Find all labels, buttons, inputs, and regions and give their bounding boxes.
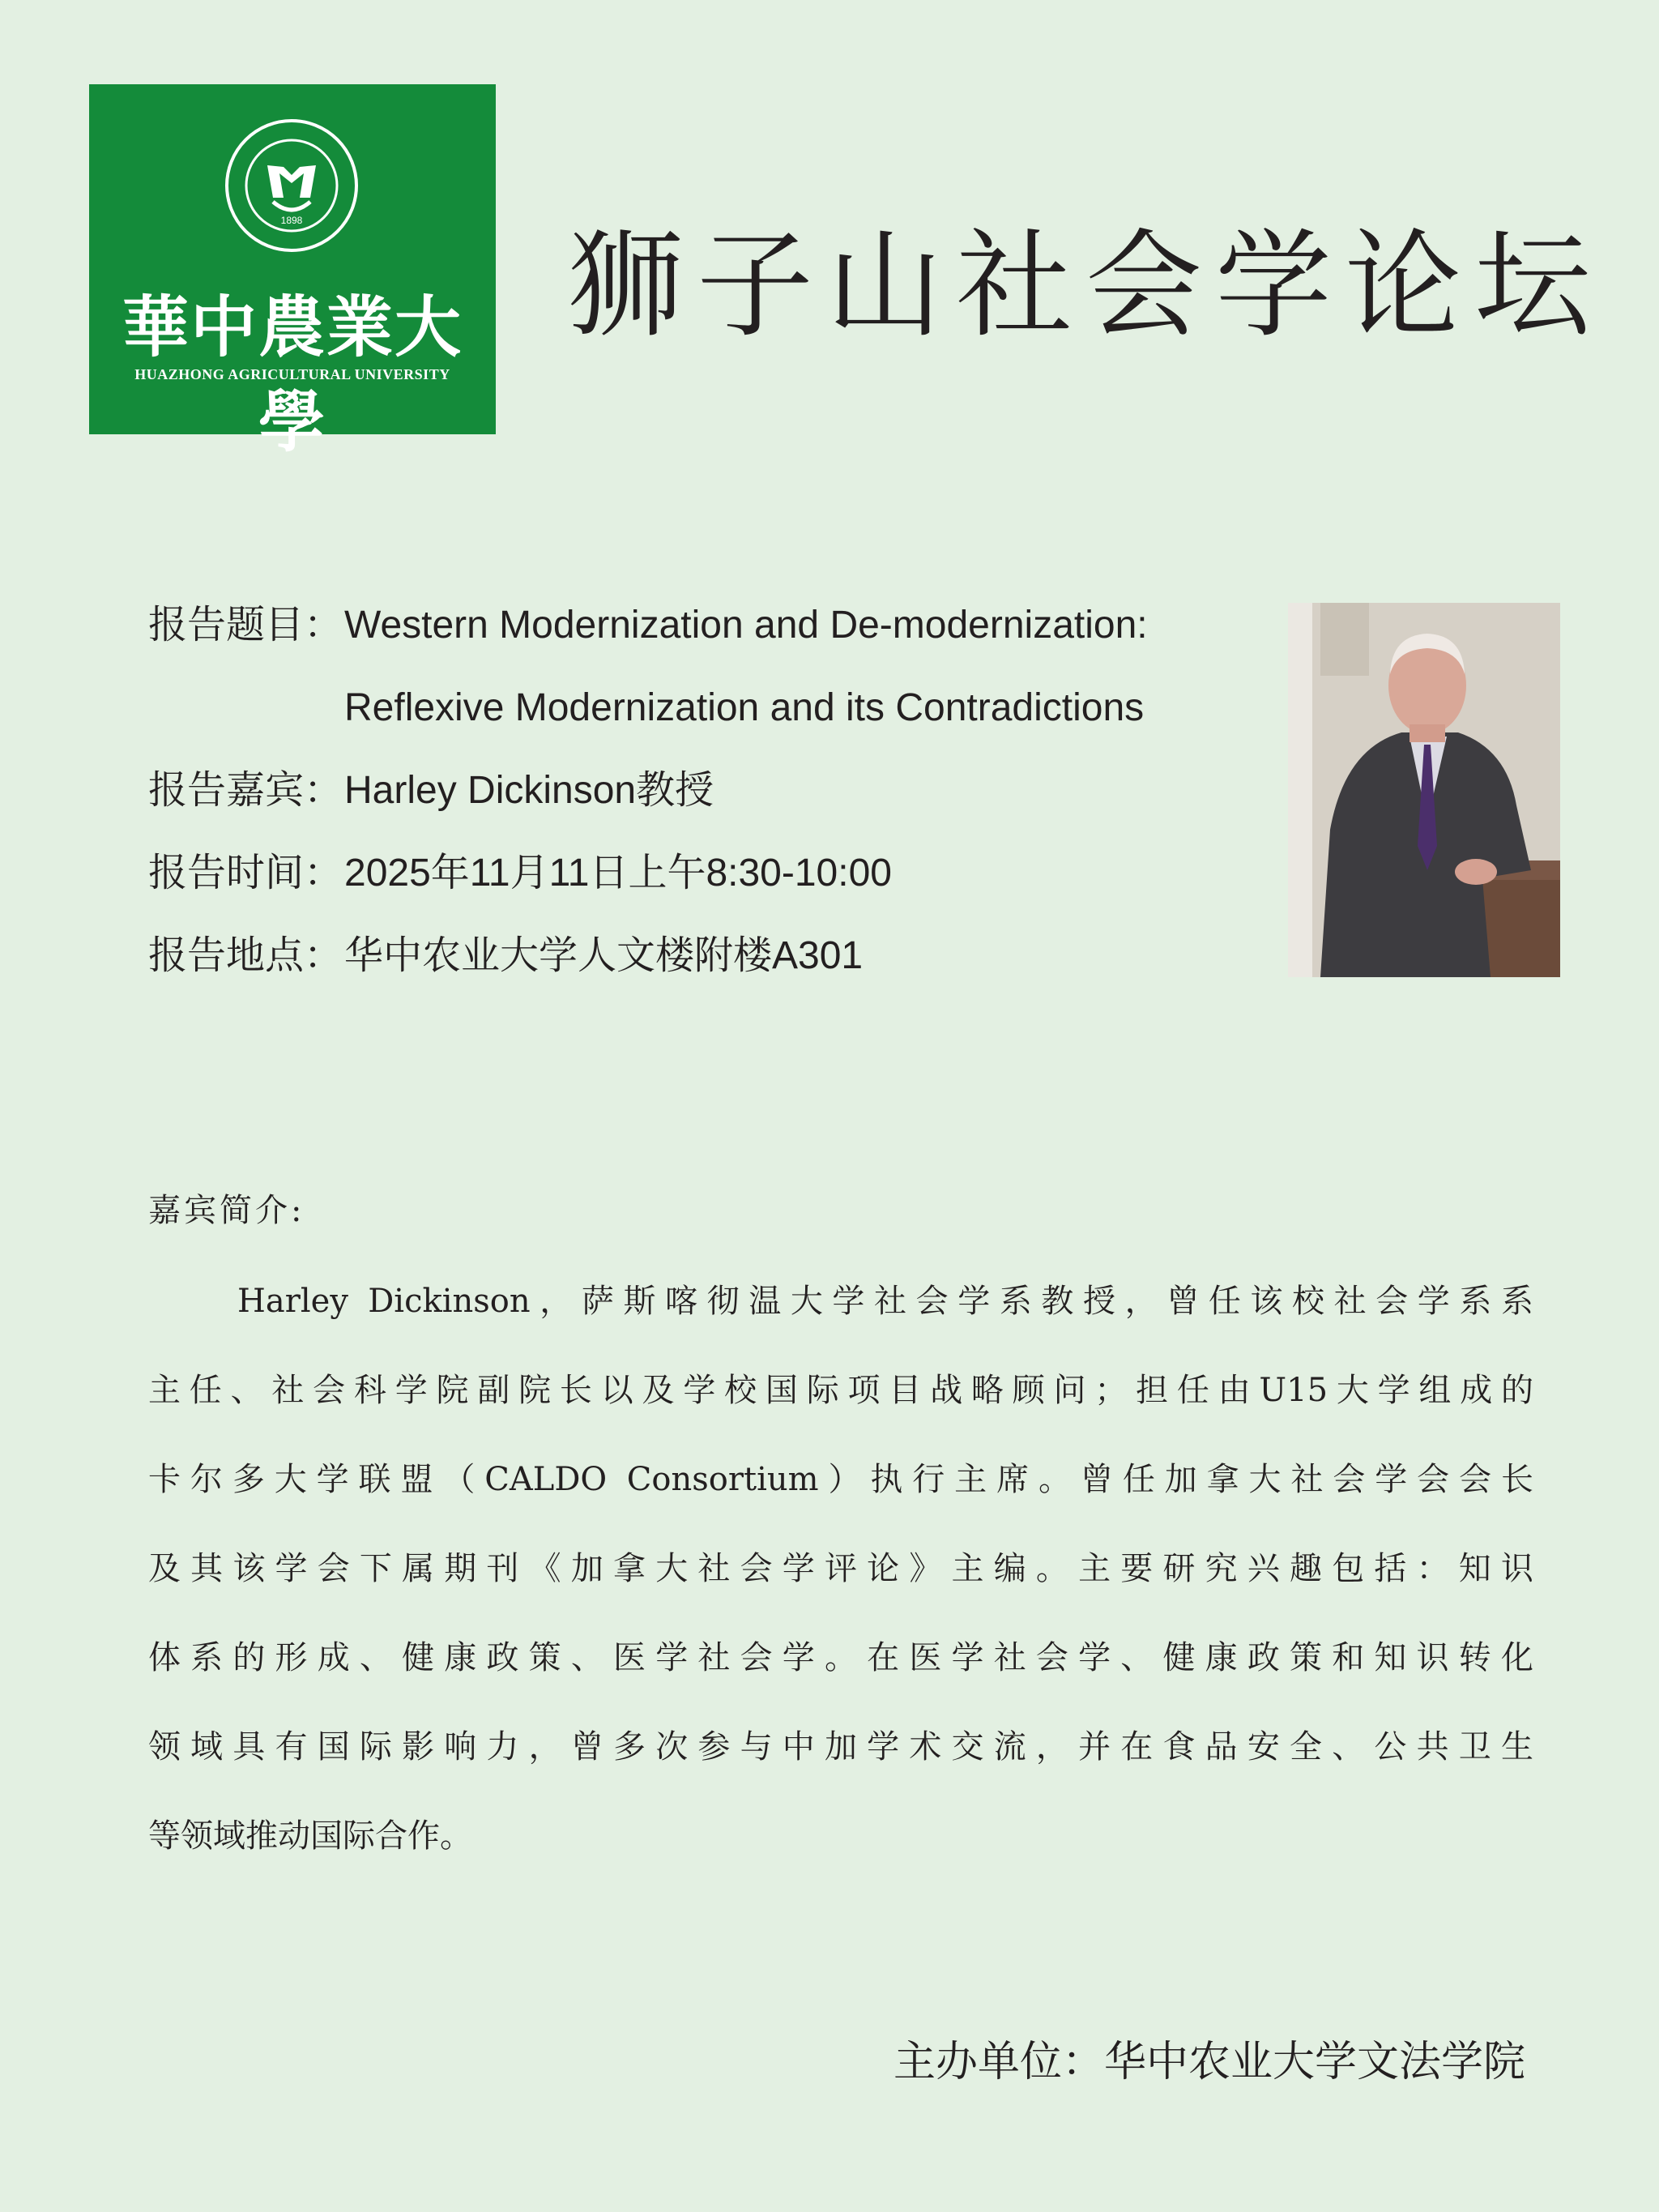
time-row xyxy=(148,849,892,898)
place-row xyxy=(148,932,863,980)
bio-line: 卡尔多大学联盟（CALDO Consortium）执行主席。曾任加拿大社会学会会长 xyxy=(148,1461,1533,1498)
university-name-cn: 華中農業大學 xyxy=(122,288,463,461)
university-name-en: HUAZHONG AGRICULTURAL UNIVERSITY xyxy=(134,366,450,382)
place-value: 华中农业大学人文楼附楼A301 xyxy=(344,934,864,977)
speaker-photo xyxy=(1288,603,1560,977)
time-label: 报告时间： xyxy=(148,852,343,895)
time-value: 2025年11月11日上午8:30-10:00 xyxy=(344,852,892,895)
seal-year: 1898 xyxy=(280,215,303,226)
guest-row xyxy=(148,767,714,815)
guest-label: 报告嘉宾： xyxy=(148,769,343,812)
topic-line-2: Reflexive Modernization and its Contradictions xyxy=(344,686,1145,729)
forum-title: 狮子山社会学论坛 xyxy=(567,217,1605,353)
topic-row xyxy=(148,601,1148,650)
bio-line: 主任、社会科学院副院长以及学校国际项目战略顾问；担任由U15大学组成的 xyxy=(148,1372,1533,1409)
bio-line: Harley Dickinson，萨斯喀彻温大学社会学系教授，曾任该校社会学系系 xyxy=(237,1283,1533,1320)
university-seal-icon xyxy=(223,117,360,254)
topic-label: 报告题目： xyxy=(148,604,343,647)
place-label: 报告地点： xyxy=(148,934,343,977)
university-logo xyxy=(89,84,496,461)
bio-line: 体系的形成、健康政策、医学社会学。在医学社会学、健康政策和知识转化 xyxy=(148,1639,1533,1676)
bio-line: 及其该学会下属期刊《加拿大社会学评论》主编。主要研究兴趣包括：知识 xyxy=(148,1550,1533,1587)
bio-line: 领域具有国际影响力，曾多次参与中加学术交流，并在食品安全、公共卫生 xyxy=(148,1728,1533,1766)
topic-line-1: Western Modernization and De-modernization: xyxy=(344,604,1148,647)
organizer: 主办单位：华中农业大学文法学院 xyxy=(893,2038,1525,2086)
bio-line: 等领域推动国际合作。 xyxy=(148,1817,472,1855)
bio-heading: 嘉宾简介: xyxy=(148,1192,305,1229)
guest-value: Harley Dickinson教授 xyxy=(344,769,714,812)
